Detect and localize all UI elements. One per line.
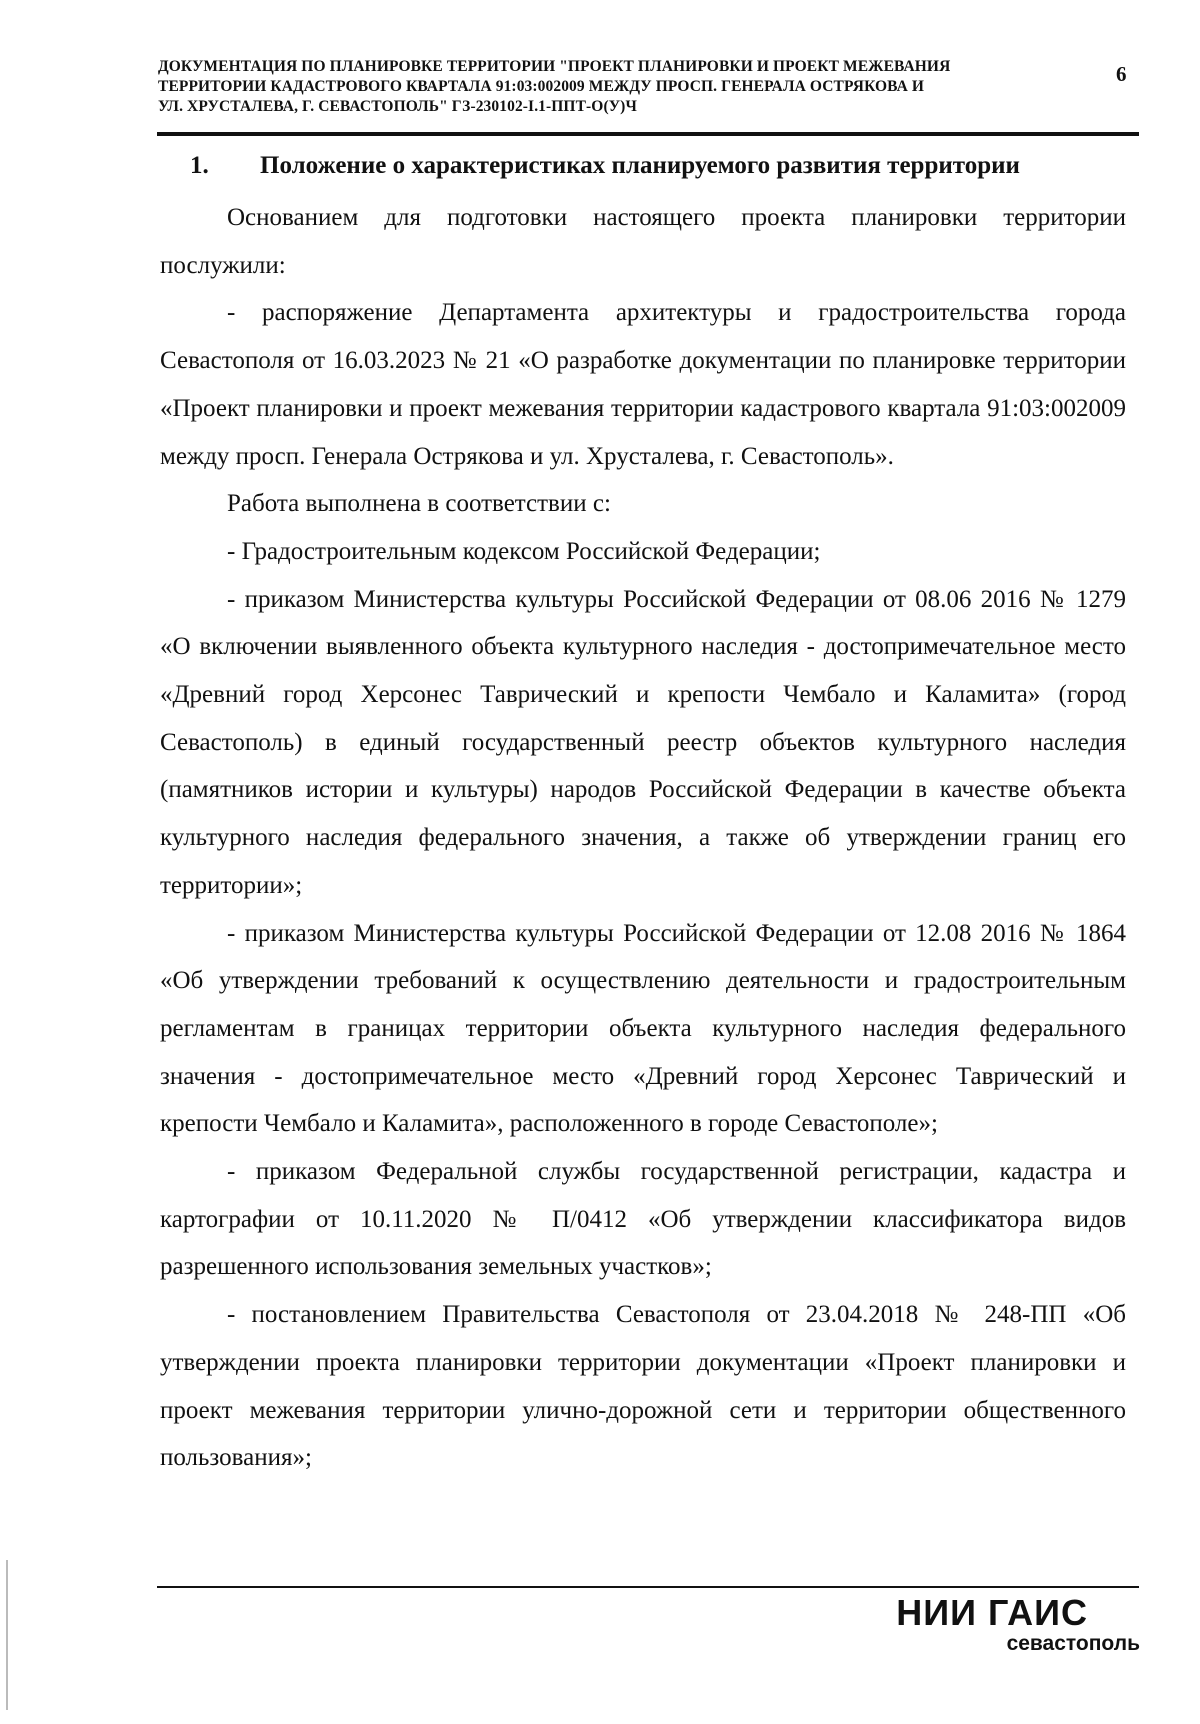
paragraph-order-p0412: - приказом Федеральной службы государственной регистрации, кадастра и картографии от 10.11.2020 № П/0412 «Об утверждении классификатора видов разрешенного использования земельных участков»; xyxy=(160,1158,1126,1281)
header-line-2: ТЕРРИТОРИИ КАДАСТРОВОГО КВАРТАЛА 91:03:002009 МЕЖДУ ПРОСП. ГЕНЕРАЛА ОСТРЯКОВА И xyxy=(158,78,925,95)
paragraph-urban-code: - Градостроительным кодексом Российской Федерации; xyxy=(227,537,821,565)
nii-gais-logo xyxy=(896,1592,1140,1662)
footer-divider xyxy=(157,1586,1139,1588)
paragraph-resolution-248: - постановлением Правительства Севастополя от 23.04.2018 № 248-ПП «Об утверждении проекта планировки территории документации «Проект планировки и проект межевания территории улично-дорожной сети и территории общественного пользования»; xyxy=(160,1301,1126,1472)
header-divider xyxy=(157,132,1139,136)
page-number: 6 xyxy=(1116,62,1127,86)
document-header xyxy=(158,57,1058,117)
section-title: Положение о характеристиках планируемого развития территории xyxy=(260,152,1020,179)
scan-edge-mark xyxy=(6,1560,8,1710)
paragraph-basis: Основанием для подготовки настоящего проекта планировки территории послужили: xyxy=(160,204,1126,279)
logo-main-text: НИИ ГАИС xyxy=(896,1592,1088,1633)
section-number: 1. xyxy=(190,152,209,179)
paragraph-order-1864: - приказом Министерства культуры Российской Федерации от 12.08 2016 № 1864 «Об утверждении требований к осуществлению деятельности и градостроительным регламентам в границах территории объекта культурного наследия федерального значения - достопримечательное место «Древний город Херсонес Таврический и крепости Чембало и Каламита», расположенного в городе Севастополе»; xyxy=(160,919,1126,1138)
header-line-3: УЛ. ХРУСТАЛЕВА, Г. СЕВАСТОПОЛЬ" ГЗ-230102-I.1-ППТ-О(У)Ч xyxy=(158,98,637,115)
paragraph-compliance-intro: Работа выполнена в соответствии с: xyxy=(227,490,611,518)
paragraph-order-1279: - приказом Министерства культуры Российской Федерации от 08.06 2016 № 1279 «О включении выявленного объекта культурного наследия - достопримечательное место «Древний город Херсонес Таврический и крепости Чембало и Каламита» (город Севастополь) в единый государственный реестр объектов культурного наследия (памятников истории и культуры) народов Российской Федерации в качестве объекта культурного наследия федерального значения, а также об утверждении границ его территории»; xyxy=(160,585,1126,899)
header-line-1: ДОКУМЕНТАЦИЯ ПО ПЛАНИРОВКЕ ТЕРРИТОРИИ "ПРОЕКТ ПЛАНИРОВКИ И ПРОЕКТ МЕЖЕВАНИЯ xyxy=(158,58,951,75)
document-body xyxy=(160,194,1126,1482)
paragraph-order-department: - распоряжение Департамента архитектуры и градостроительства города Севастополя от 16.03.2023 № 21 «О разработке документации по планировке территории «Проект планировки и проект межевания территории кадастрового квартала 91:03:002009 между просп. Генерала Острякова и ул. Хрусталева, г. Севастополь». xyxy=(160,299,1126,470)
logo-sub-text: севастополь xyxy=(1006,1632,1140,1655)
section-heading xyxy=(190,152,1140,180)
